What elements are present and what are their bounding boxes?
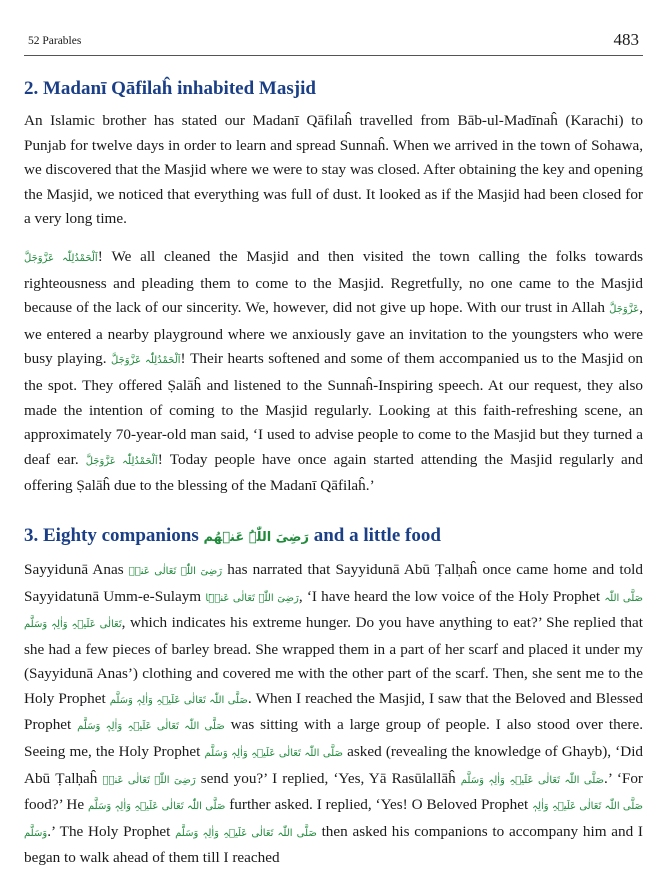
- heading-text: and a little food: [308, 524, 441, 546]
- arabic-honorific: عَزَّوَجَلَّ: [609, 304, 640, 316]
- heading-text: 3. Eighty companions: [24, 524, 204, 546]
- paragraph-text: , which indicates his extreme hunger. Do you have anything to eat?’ She replied that she had a few pieces of barley bread. She wrapped them in a part of her scarf and placed it under my (Sayyidunā Anas’) clothing and covered me with the other part of the scarf. Then, she sent me to the Holy Prophet: [24, 614, 643, 707]
- page-number: 483: [613, 30, 639, 49]
- running-header-title: 52 Parables: [28, 35, 82, 47]
- arabic-honorific: صَلَّی اللّٰہ تَعَالٰی عَلَیۡہِ وَاٰلِہٖ وَسَلَّم: [175, 827, 317, 839]
- paragraph-text: , we entered a nearby playground where we anxiously gave an invitation to the youngsters who were busy playing.: [24, 299, 643, 368]
- page-content: [24, 76, 643, 871]
- paragraph-text: ! Today people have once again started attending the Masjid regularly and offering Ṣalāĥ due to the blessing of the Madanī Qāfilaĥ.’: [24, 450, 643, 495]
- arabic-honorific: صَلَّی اللّٰہ تَعَالٰی عَلَیۡہِ وَاٰلِہٖ وَسَلَّم: [24, 801, 644, 839]
- arabic-honorific: اَلْحَمْدُلِلّٰہ عَزَّوَجَلَّ: [111, 355, 181, 367]
- arabic-honorific: صَلَّی اللّٰہ تَعَالٰی عَلَیۡہِ وَاٰلِہٖ وَسَلَّم: [109, 694, 248, 706]
- paragraph-text: .’ The Holy Prophet: [47, 822, 176, 840]
- arabic-honorific: صَلَّی اللّٰہ تَعَالٰی عَلَیۡہِ وَاٰلِہٖ وَسَلَّم: [24, 592, 644, 631]
- arabic-honorific: رَضِیَ اللّٰہ تَعَالٰی عَنۡہ: [128, 565, 223, 577]
- section-2-paragraph-2: [24, 245, 643, 499]
- arabic-honorific: رَضِیَ اللّٰہُ عَنۡھُم: [203, 529, 309, 545]
- arabic-honorific: اَلْحَمْدُلِلّٰہ عَزَّوَجَلَّ: [85, 455, 158, 467]
- paragraph-text: . When I reached the Masjid, I saw that the Beloved and Blessed Prophet: [24, 689, 643, 734]
- section-3-paragraph-1: [24, 558, 643, 871]
- paragraph-text: Sayyidunā Anas: [24, 560, 129, 578]
- arabic-honorific: صَلَّی اللّٰہ تَعَالٰی عَلَیۡہِ وَاٰلِہٖ وَسَلَّم: [88, 801, 226, 813]
- arabic-honorific: اَلْحَمْدُلِلّٰہ عَزَّوَجَلَّ: [24, 252, 98, 264]
- header-rule: [24, 55, 643, 56]
- paragraph-text: asked (revealing the knowledge of Ghayb), ‘Did Abū Ṭalḥaĥ: [24, 743, 644, 787]
- section-3-heading: [24, 523, 643, 551]
- paragraph-text: ! We all cleaned the Masjid and then visited the town calling the folks towards righteousness and pleading them to come to the Masjid. Regretfully, no one came to the Masjid because of the lack of our sincerity. We, however, did not give up hope. With our trust in Allah: [24, 247, 643, 317]
- paragraph-text: was sitting with a large group of people. I also stood over there. Seeing me, the Holy Prophet: [24, 716, 644, 761]
- paragraph-text: ! Their hearts softened and some of them accompanied us to the Masjid on the spot. They offered Ṣalāĥ and listened to the Sunnaĥ-Inspiring speech. At our request, they also made the intention of coming to the Masjid regularly. Looking at this faith-refreshing scene, an approximately 70-year-old man said, ‘I used to advise people to come to the Masjid but they turned a deaf ear.: [24, 350, 644, 468]
- arabic-honorific: صَلَّی اللّٰہ تَعَالٰی عَلَیۡہِ وَاٰلِہٖ وَسَلَّم: [460, 774, 605, 786]
- arabic-honorific: صَلَّی اللّٰہ تَعَالٰی عَلَیۡہِ وَاٰلِہٖ وَسَلَّم: [204, 748, 343, 760]
- paragraph-text: send you?’ I replied, ‘Yes, Yā Rasūlallāĥ: [195, 769, 461, 787]
- paragraph-text: further asked. I replied, ‘Yes! O Beloved Prophet: [225, 796, 533, 814]
- arabic-honorific: رَضِیَ اللّٰہ تَعَالٰی عَنۡہ: [102, 774, 196, 786]
- paragraph-text: then asked his companions to accompany him and I began to walk ahead of them till I reached: [24, 822, 643, 867]
- paragraph-text: .’ ‘For food?’ He: [24, 769, 643, 814]
- paragraph-text: has narrated that Sayyidunā Abū Ṭalḥaĥ once came home and told Sayyidatunā Umm-e-Sulaym: [24, 560, 643, 605]
- arabic-honorific: رَضِیَ اللّٰہ تَعَالٰی عَنۡہَا: [205, 592, 299, 604]
- paragraph-text: , ‘I have heard the low voice of the Holy Prophet: [298, 587, 605, 605]
- section-2-heading: 2. Madanī Qāfilaĥ inhabited Masjid: [24, 78, 316, 99]
- arabic-honorific: صَلَّی اللّٰہ تَعَالٰی عَلَیۡہِ وَاٰلِہٖ وَسَلَّم: [77, 721, 225, 733]
- section-2-paragraph-1: An Islamic brother has stated our Madanī Qāfilaĥ travelled from Bāb-ul-Madīnaĥ (Karachi) to Punjab for twelve days in order to learn and spread Sunnaĥ. When we arrived in the town of Sohawa, we discovered that the Masjid where we were to stay was closed. After obtaining the key and opening the Masjid, we noticed that everything was full of dust. It looked as if the Masjid had been closed for a very long time.: [24, 112, 643, 228]
